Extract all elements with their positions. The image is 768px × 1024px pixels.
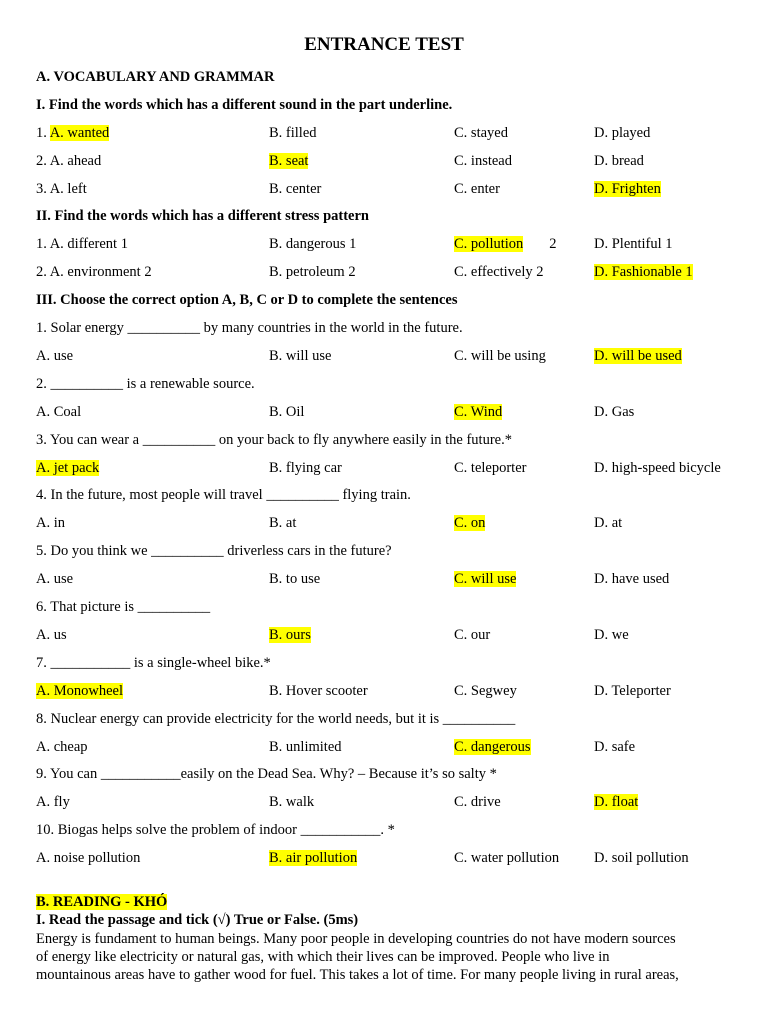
option-b bbox=[269, 124, 317, 142]
option-text: B. center bbox=[269, 181, 322, 197]
option-b bbox=[269, 626, 311, 644]
option-b bbox=[269, 152, 308, 170]
option-text: C. teleporter bbox=[454, 459, 527, 476]
option-text: A. fly bbox=[36, 794, 70, 811]
option-text: C. will use bbox=[454, 571, 517, 588]
option-b bbox=[269, 682, 368, 700]
option-text: D. soil pollution bbox=[594, 850, 689, 867]
option-a bbox=[36, 124, 109, 142]
option-text: D. bread bbox=[594, 153, 644, 169]
option-text: D. we bbox=[594, 627, 629, 643]
section-b-heading bbox=[36, 893, 167, 911]
option-d bbox=[594, 849, 689, 867]
option-d bbox=[594, 514, 622, 532]
option-d bbox=[594, 459, 721, 477]
option-text: D. Teleporter bbox=[594, 682, 671, 699]
option-c bbox=[454, 793, 501, 811]
option-text: C. pollution bbox=[454, 236, 524, 252]
option-a bbox=[36, 235, 128, 253]
option-text: C. our bbox=[454, 627, 491, 643]
question-text: 4. In the future, most people will travel __________ flying train. bbox=[36, 487, 411, 504]
option-text: C. enter bbox=[454, 181, 500, 197]
page-title: ENTRANCE TEST bbox=[304, 34, 464, 55]
option-text: A. cheap bbox=[36, 738, 88, 755]
option-a bbox=[36, 738, 88, 756]
option-d bbox=[594, 626, 629, 644]
option-a bbox=[36, 793, 70, 811]
option-text: D. have used bbox=[594, 571, 670, 588]
question-text: 10. Biogas helps solve the problem of indoor ___________. * bbox=[36, 822, 395, 839]
option-text: B. at bbox=[269, 515, 297, 532]
option-text: D. Gas bbox=[594, 403, 635, 420]
option-d bbox=[594, 180, 661, 198]
option-c bbox=[454, 514, 485, 532]
section-b-label: B. READING - KHÓ bbox=[36, 894, 168, 910]
passage-line: mountainous areas have to gather wood for fuel. This takes a lot of time. For many people living in rural areas, bbox=[36, 967, 679, 983]
option-d bbox=[594, 235, 673, 253]
question-text: 1. Solar energy __________ by many countries in the world in the future. bbox=[36, 320, 463, 336]
option-text: A. wanted bbox=[49, 125, 110, 141]
question-text: 9. You can ___________easily on the Dead Sea. Why? – Because it’s so salty * bbox=[36, 766, 497, 783]
option-d bbox=[594, 738, 635, 756]
option-d bbox=[594, 347, 682, 365]
option-text: A. Monowheel bbox=[36, 682, 123, 699]
option-text: D. Fashionable 1 bbox=[594, 264, 693, 280]
option-b bbox=[269, 793, 314, 811]
option-text: B. air pollution bbox=[269, 850, 358, 867]
option-text: D. safe bbox=[594, 738, 636, 755]
item-number: 1. bbox=[36, 236, 50, 252]
option-text: A. us bbox=[36, 627, 67, 643]
option-text: C. stayed bbox=[454, 125, 508, 141]
option-text: B. Oil bbox=[269, 403, 305, 420]
option-a bbox=[36, 626, 67, 644]
option-a bbox=[36, 152, 101, 170]
option-a bbox=[36, 263, 152, 281]
option-c bbox=[454, 235, 557, 253]
option-text: C. water pollution bbox=[454, 850, 560, 867]
option-text: A. Coal bbox=[36, 403, 82, 420]
option-d bbox=[594, 124, 650, 142]
question-text: 7. ___________ is a single-wheel bike.* bbox=[36, 654, 271, 671]
option-text: B. ours bbox=[269, 627, 311, 643]
option-text: C. effectively 2 bbox=[454, 264, 544, 280]
option-a bbox=[36, 459, 99, 477]
option-b bbox=[269, 180, 321, 198]
option-a bbox=[36, 514, 65, 532]
option-text: B. unlimited bbox=[269, 738, 342, 755]
question-text: 6. That picture is __________ bbox=[36, 599, 211, 615]
option-c bbox=[454, 263, 544, 281]
option-c bbox=[454, 626, 490, 644]
option-d bbox=[594, 403, 634, 421]
option-c bbox=[454, 347, 546, 365]
option-text: C. Wind bbox=[454, 403, 503, 420]
option-c bbox=[454, 180, 500, 198]
option-text: A. jet pack bbox=[36, 459, 100, 476]
option-a bbox=[36, 570, 73, 588]
option-text: B. petroleum 2 bbox=[269, 264, 356, 280]
question-text: 2. __________ is a renewable source. bbox=[36, 375, 255, 392]
option-text: A. in bbox=[36, 515, 65, 532]
item-number: 2. bbox=[36, 153, 50, 169]
option-c bbox=[454, 124, 508, 142]
option-text: B. will use bbox=[269, 348, 332, 364]
option-text: D. played bbox=[594, 125, 651, 141]
option-text: B. filled bbox=[269, 125, 317, 141]
item-number: 1. bbox=[36, 125, 50, 141]
option-b bbox=[269, 570, 320, 588]
option-d bbox=[594, 682, 671, 700]
option-c bbox=[454, 738, 531, 756]
passage-line: Energy is fundament to human beings. Many poor people in developing countries do not have modern sources bbox=[36, 931, 676, 947]
option-a bbox=[36, 347, 73, 365]
option-c bbox=[454, 570, 516, 588]
option-c bbox=[454, 459, 526, 477]
option-c bbox=[454, 849, 559, 867]
reading-passage bbox=[36, 930, 736, 984]
option-a bbox=[36, 180, 87, 198]
option-text: D. Frighten bbox=[594, 181, 661, 197]
option-text: D. float bbox=[594, 794, 639, 811]
option-text: D. will be used bbox=[594, 348, 682, 364]
option-text: A. ahead bbox=[49, 153, 102, 169]
option-d bbox=[594, 793, 638, 811]
option-text: A. noise pollution bbox=[36, 850, 141, 867]
option-text: C. on bbox=[454, 515, 486, 532]
option-text: A. use bbox=[36, 571, 74, 588]
option-text: A. left bbox=[49, 181, 87, 197]
passage-line: of energy like electricity or natural gas, with which their lives can be improved. People who live in bbox=[36, 949, 610, 965]
option-b bbox=[269, 459, 342, 477]
item-number: 2. bbox=[36, 264, 50, 280]
option-text: A. environment 2 bbox=[49, 264, 152, 280]
option-text: B. walk bbox=[269, 794, 315, 811]
option-text: D. at bbox=[594, 515, 623, 532]
option-text: C. instead bbox=[454, 153, 512, 169]
option-a bbox=[36, 849, 140, 867]
option-text: B. to use bbox=[269, 571, 321, 588]
section-a-heading: A. VOCABULARY AND GRAMMAR bbox=[36, 69, 275, 85]
option-d bbox=[594, 152, 644, 170]
option-d bbox=[594, 570, 669, 588]
option-a bbox=[36, 403, 81, 421]
option-b bbox=[269, 347, 331, 365]
stress-count: 2 bbox=[549, 236, 557, 252]
option-text: C. dangerous bbox=[454, 738, 531, 755]
part1-heading: I. Find the words which has a different sound in the part underline. bbox=[36, 97, 453, 113]
part2-heading: II. Find the words which has a different stress pattern bbox=[36, 208, 369, 224]
option-b bbox=[269, 514, 296, 532]
reading-heading: I. Read the passage and tick (√) True or False. (5ms) bbox=[36, 912, 359, 928]
option-c bbox=[454, 403, 502, 421]
option-c bbox=[454, 682, 517, 700]
option-b bbox=[269, 849, 357, 867]
option-d bbox=[594, 263, 693, 281]
option-text: B. dangerous 1 bbox=[269, 236, 357, 252]
option-text: A. use bbox=[36, 348, 74, 364]
option-text: B. seat bbox=[269, 153, 309, 169]
part3-heading: III. Choose the correct option A, B, C or D to complete the sentences bbox=[36, 292, 458, 308]
question-text: 8. Nuclear energy can provide electricity for the world needs, but it is __________ bbox=[36, 710, 516, 727]
option-text: A. different 1 bbox=[49, 236, 128, 252]
option-c bbox=[454, 152, 512, 170]
option-text: C. Segwey bbox=[454, 682, 517, 699]
option-text: B. flying car bbox=[269, 459, 342, 476]
option-b bbox=[269, 235, 356, 253]
option-b bbox=[269, 738, 342, 756]
option-text: C. drive bbox=[454, 794, 501, 811]
item-number: 3. bbox=[36, 181, 50, 197]
option-a bbox=[36, 682, 123, 700]
option-b bbox=[269, 263, 356, 281]
option-b bbox=[269, 403, 304, 421]
option-text: C. will be using bbox=[454, 348, 546, 364]
option-text: D. Plentiful 1 bbox=[594, 236, 673, 252]
option-text: D. high-speed bicycle bbox=[594, 459, 721, 476]
question-text: 3. You can wear a __________ on your back to fly anywhere easily in the future.* bbox=[36, 431, 512, 448]
question-text: 5. Do you think we __________ driverless cars in the future? bbox=[36, 543, 392, 560]
option-text: B. Hover scooter bbox=[269, 682, 368, 699]
